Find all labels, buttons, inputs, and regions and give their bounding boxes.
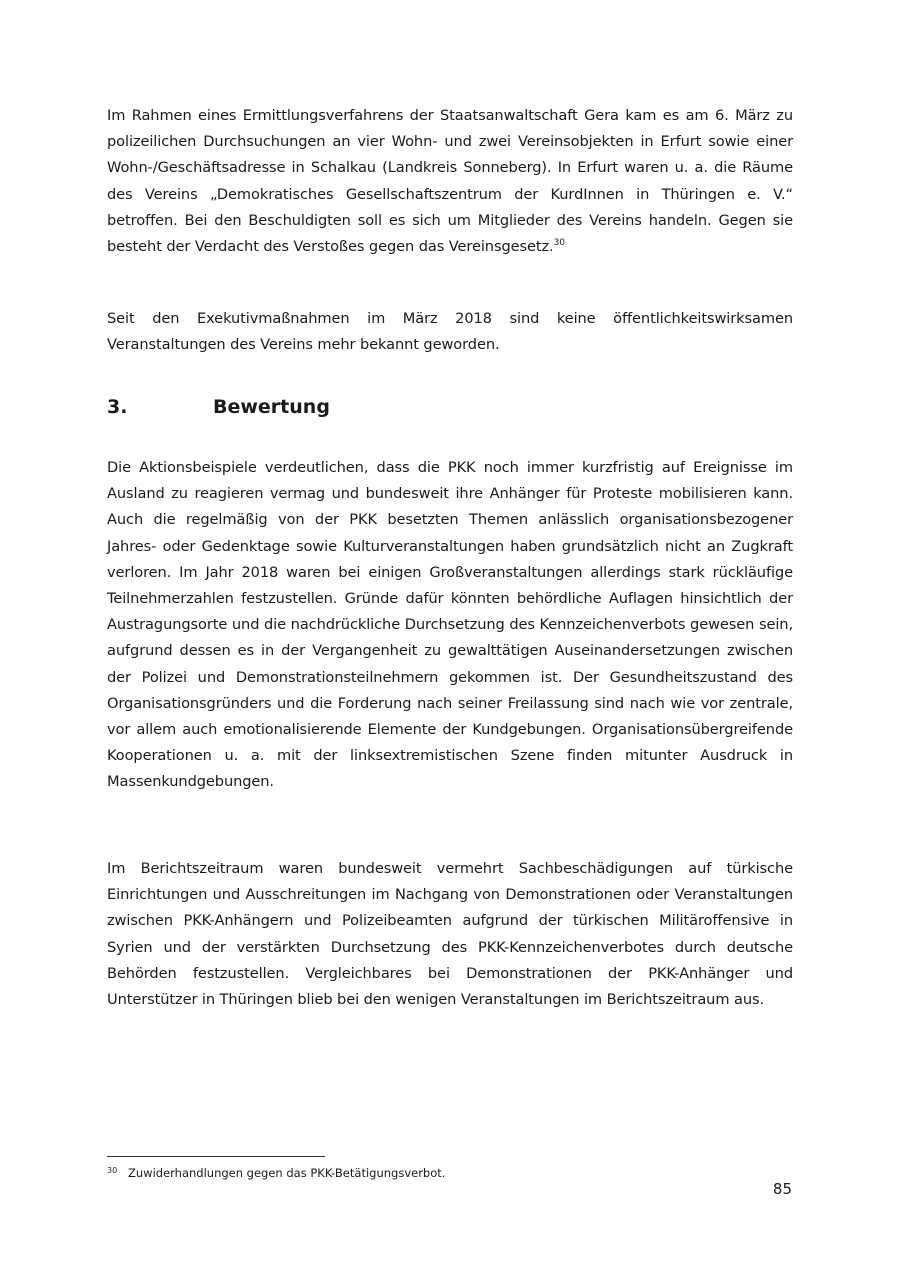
footnote-number: 30 <box>107 1166 118 1175</box>
paragraph-assessment: Die Aktionsbeispiele verdeutlichen, dass die PKK noch immer kurzfristig auf Ereignisse im Ausland zu reagieren vermag und bundesweit ihre Anhänger für Proteste mobilisieren kann. Auch die regelmäßig von der PKK besetzten Themen anlässlich organisationsbezogener Jahres- oder Gedenktage sowie Kulturveranstaltungen haben grundsätzlich nicht an Zugkraft verloren. Im Jahr 2018 waren bei einigen Großveranstaltungen allerdings stark rückläufige Teilnehmerzahlen festzustellen. Gründe dafür könnten behördliche Auflagen hinsichtlich der Austragungsorte und die nachdrückliche Durchsetzung des Kennzeichenverbots gewesen sein, aufgrund dessen es in der Vergangenheit zu gewalttätigen Auseinandersetzungen zwischen der Polizei und Demonstrationsteilnehmern gekommen ist. Der Gesundheitszustand des Organisationsgründers und die Forderung nach seiner Freilassung sind nach wie vor zentrale, vor allem auch emotionalisierende Elemente der Kundgebungen. Organisationsübergreifende Kooperationen u. a. mit der linksextremistischen Szene finden mitunter Ausdruck in Massenkundgebungen. <box>107 459 793 791</box>
paragraph-reporting-period: Im Berichtszeitraum waren bundesweit vermehrt Sachbeschädigungen auf türkische Einrichtungen und Ausschreitungen im Nachgang von Demonstrationen oder Veranstaltungen zwischen PKK-Anhängern und Polizeibeamten aufgrund der türkischen Militäroffensive in Syrien und der verstärkten Durchsetzung des PKK-Kennzeichenverbotes durch deutsche Behörden festzustellen. Vergleichbares bei Demonstrationen der PKK-Anhänger und Unterstützer in Thüringen blieb bei den wenigen Veranstaltungen im Berichtszeitraum aus. <box>107 860 793 1009</box>
section-heading <box>107 394 330 420</box>
footnote-text: Zuwiderhandlungen gegen das PKK-Betätigungsverbot. <box>128 1166 446 1180</box>
footnote-reference[interactable]: 30 <box>553 238 565 249</box>
paragraph-text: Im Rahmen eines Ermittlungsverfahrens der Staatsanwaltschaft Gera kam es am 6. März zu polizeilichen Durchsuchungen an vier Wohn- und zwei Vereinsobjekten in Erfurt sowie einer Wohn-/Geschäftsadresse in Schalkau (Landkreis Sonneberg). In Erfurt waren u. a. die Räume des Vereins „Demokratisches Gesellschaftszentrum der KurdInnen in Thüringen e. V.“ betroffen. Bei den Beschuldigten soll es sich um Mitglieder des Vereins handeln. Gegen sie besteht der Verdacht des Verstoßes gegen das Vereinsgesetz. <box>107 107 793 256</box>
section-number: 3. <box>107 396 128 418</box>
section-title: Bewertung <box>213 396 330 418</box>
footnote <box>107 1163 445 1181</box>
page-number: 85 <box>772 1180 792 1198</box>
paragraph-association-activity: Seit den Exekutivmaßnahmen im März 2018 sind keine öffentlichkeitswirksamen Veranstaltungen des Vereins mehr bekannt geworden. <box>107 310 793 354</box>
footnote-separator <box>107 1156 325 1157</box>
paragraph-search-operations <box>107 103 793 260</box>
